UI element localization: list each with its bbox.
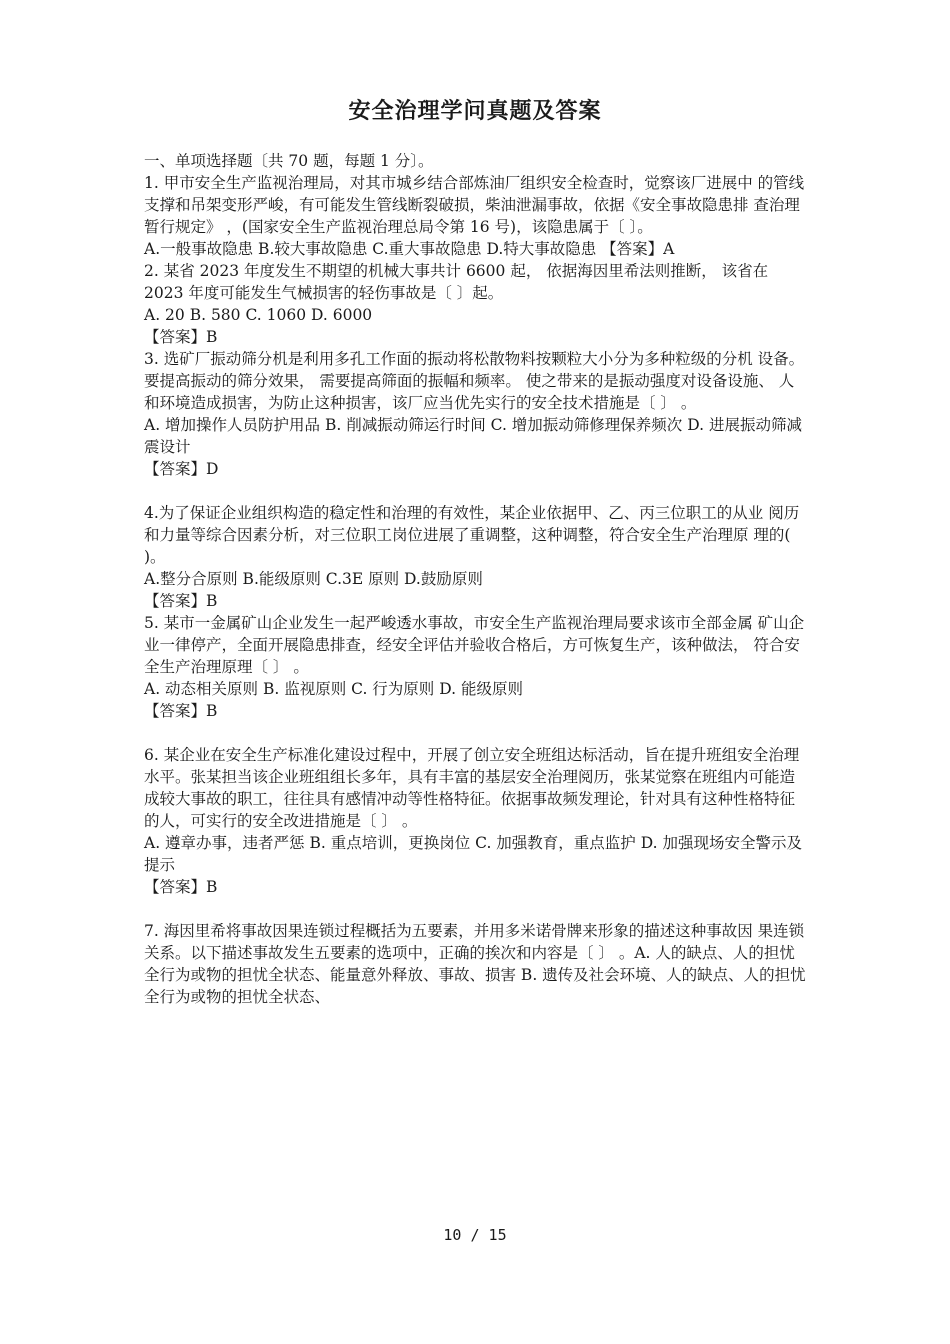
paragraph: 3. 选矿厂振动筛分机是利用多孔工作面的振动将松散物料按颗粒大小分为多种粒级的分机 设备。 要提高振动的筛分效果， 需要提高筛面的振幅和频率。 使之带来的是振动强度对设备设施、 人和环境造成损害，为防止这种损害，该厂应当优先实行的安全技术措施是〔 〕 。	[144, 350, 805, 412]
paragraph: A. 20 B. 580 C. 1060 D. 6000	[144, 306, 373, 324]
paragraph: 5. 某市一金属矿山企业发生一起严峻透水事故，市安全生产监视治理局要求该市全部金属 矿山企业一律停产，全面开展隐患排查，经安全评估并验收合格后，方可恢复生产，该种做法， 符合安全生产治理原理〔 〕 。	[144, 614, 805, 676]
paragraph: 1. 甲市安全生产监视治理局，对其市城乡结合部炼油厂组织安全检查时，觉察该厂进展中 的管线支撑和吊架变形严峻，有可能发生管线断裂破损，柴油泄漏事故，依据《安全事故隐患排 查治理暂行规定》 ，(国家安全生产监视治理总局令第 16 号)，该隐患属于〔 〕。	[144, 174, 805, 236]
paragraph: A. 增加操作人员防护用品 B. 削减振动筛运行时间 C. 增加振动筛修理保养频次 D. 进展振动筛减震设计	[144, 416, 802, 456]
blank-line	[144, 480, 808, 502]
paragraph: 【答案】B	[144, 702, 218, 720]
document-body	[144, 150, 808, 1008]
paragraph: A.一般事故隐患 B.较大事故隐患 C.重大事故隐患 D.特大事故隐患 【答案】A	[144, 240, 675, 258]
paragraph: 【答案】B	[144, 878, 218, 896]
page-number: 10 / 15	[443, 1226, 507, 1244]
paragraph: 7. 海因里希将事故因果连锁过程概括为五要素，并用多米诺骨牌来形象的描述这种事故因 果连锁关系。以下描述事故发生五要素的选项中，正确的挨次和内容是〔 〕 。A. 人的缺点、人的担忧全行为或物的担忧全状态、能量意外释放、事故、损害 B. 遗传及社会环境、人的缺点、人的担忧全行为或物的担忧全状态、	[144, 922, 806, 1006]
paragraph: 【答案】D	[144, 460, 219, 478]
document-title: 安全治理学问真题及答案	[348, 98, 602, 124]
paragraph: 【答案】B	[144, 592, 218, 610]
paragraph: 一、单项选择题〔共 70 题，每题 1 分〕。	[144, 152, 434, 170]
paragraph: 2. 某省 2023 年度发生不期望的机械大事共计 6600 起， 依据海因里希法则推断， 该省在 2023 年度可能发生气械损害的轻伤事故是〔 〕起。	[144, 262, 769, 302]
paragraph: 【答案】B	[144, 328, 218, 346]
paragraph: 4.为了保证企业组织构造的稳定性和治理的有效性，某企业依据甲、乙、丙三位职工的从业 阅历和力量等综合因素分析，对三位职工岗位进展了重调整，这种调整，符合安全生产治理原 理的( )。	[144, 504, 800, 566]
paragraph: A.整分合原则 B.能级原则 C.3E 原则 D.鼓励原则	[144, 570, 483, 588]
paragraph: 6. 某企业在安全生产标准化建设过程中，开展了创立安全班组达标活动，旨在提升班组安全治理水平。张某担当该企业班组组长多年，具有丰富的基层安全治理阅历，张某觉察在班组内可能造成较大事故的职工，往往具有感情冲动等性格特征。依据事故频发理论，针对具有这种性格特征的人，可实行的安全改进措施是〔 〕 。	[144, 746, 800, 830]
paragraph: A. 遵章办事，违者严惩 B. 重点培训，更换岗位 C. 加强教育，重点监护 D. 加强现场安全警示及提示	[144, 834, 802, 874]
blank-line	[144, 898, 808, 920]
paragraph: A. 动态相关原则 B. 监视原则 C. 行为原则 D. 能级原则	[144, 680, 523, 698]
blank-line	[144, 722, 808, 744]
